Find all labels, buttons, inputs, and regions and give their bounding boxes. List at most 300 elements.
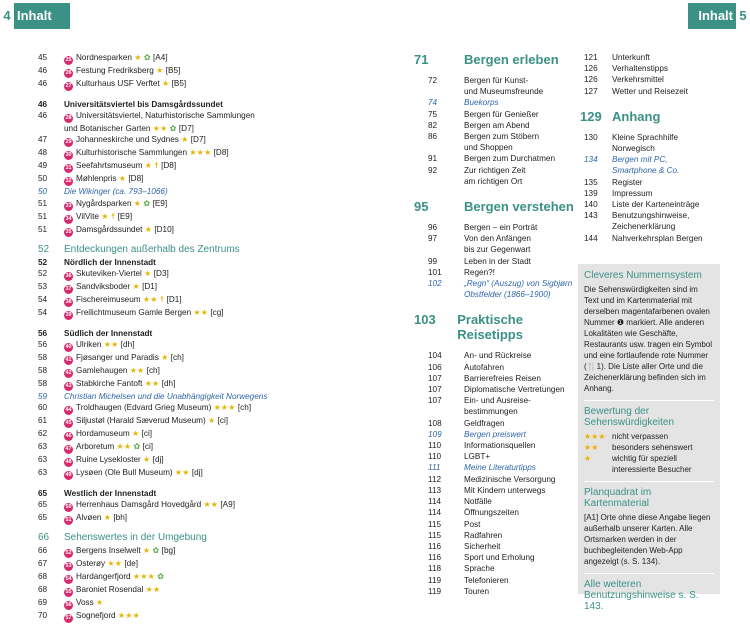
page-number: 104 [428,351,442,361]
toc-entry [414,451,574,462]
toc-entry [580,154,740,165]
sight-number-badge: 44 [65,407,72,414]
info-box [578,264,720,612]
rating-mark: ★ [132,281,143,291]
toc-entry [414,350,574,361]
page-number: 49 [38,161,48,171]
entry-label: Nahverkehrsplan Bergen [612,233,703,243]
page-number: 119 [428,575,442,585]
toc-entry [38,211,338,224]
sight-number-badge: 39 [65,311,72,318]
entry-title [64,488,338,499]
chapter-heading [580,109,740,124]
page-number: 53 [38,281,48,291]
toc-entry [580,199,740,210]
entry-label: Fjøsanger und Paradis [76,353,162,363]
entry-label: Bergen für Genießer [464,109,539,119]
page-number: 66 [38,532,50,544]
sight-number-badge: 38 [65,298,72,305]
entry-label: Sicherheit [464,541,501,551]
sight-number-badge: 33 [65,202,72,209]
page-number: 113 [428,485,442,495]
map-grid-ref: [ch] [170,353,184,363]
entry-label: Bergen zum Stöbern [464,132,540,142]
entry-title [64,294,338,307]
entry-label: Hordamuseum [76,429,132,439]
rating-mark: ✿ [133,442,143,452]
page-number: 66 [38,546,48,556]
sight-number-badge: 37 [65,285,72,292]
sight-number-badge: 25 [65,57,72,63]
toc-entry [580,221,740,232]
grid-title: Planquadrat im Kartenmaterial [584,487,652,509]
entry-label: Gamlehaugen [76,366,130,376]
page-number: 65 [38,500,48,510]
entry-title [64,571,338,584]
toc-entry [414,474,574,485]
entry-label: Herrenhaus Damsgård Hovedgård [76,500,204,510]
toc-entry [38,571,338,584]
rating-mark: ✿ [143,53,154,62]
rating-mark: ★★ [174,468,192,478]
entry-label: Südlich der Innenstadt [64,328,153,338]
entry-title [64,173,338,186]
page-number: 46 [38,79,48,88]
map-grid-ref: [B5] [165,66,181,75]
page-number [580,143,612,154]
sight-number-badge: 27 [65,83,72,89]
page-number: 107 [428,385,442,395]
entry-label: Buekorps [464,98,499,108]
entry-title [64,198,338,211]
rating-mark: ★★★ [117,611,140,621]
entry-title [64,268,338,281]
entry-title [64,558,338,571]
toc-entry [414,222,574,233]
entry-label: Nygårdsparken [76,198,134,208]
entry-label: Nordnesparken [76,53,135,62]
rating-mark: ★ [207,416,218,426]
entry-label: VilVite [76,211,102,221]
page-number: 97 [428,234,438,244]
legend-row [584,453,714,475]
entry-title [64,307,338,320]
entry-label: bis zur Gegenwart [464,245,531,255]
rating-mark: ☨ [159,294,167,304]
map-grid-ref: [D8] [213,148,229,158]
page-number: 121 [584,53,598,62]
page-number: 75 [428,109,438,119]
entry-label: am richtigen Ort [464,176,523,186]
toc-entry [38,352,338,365]
page-number: 106 [428,362,442,372]
toc-entry [38,123,338,134]
entry-label: Hardangerfjord [76,572,133,582]
entry-label: Liste der Karteneinträge [612,200,700,210]
page-number: 134 [584,155,598,165]
rating-mark: ★★ [129,366,147,376]
sight-number-badge: 34 [65,215,72,222]
entry-title [64,110,338,123]
toc-entry [38,499,338,512]
page-number: 54 [38,294,48,304]
toc-entry [414,418,574,429]
entry-label: Entdeckungen außerhalb des Zentrums [64,243,240,255]
toc-entry [414,373,574,384]
page-number: 82 [428,120,438,130]
page-number: 111 [428,463,441,473]
entry-label: Radfahren [464,530,503,540]
page-number: 46 [38,111,48,121]
page-number: 101 [428,267,442,277]
entry-title [64,224,338,237]
entry-title [64,211,338,224]
entry-title [64,531,338,545]
sight-number-badge: 28 [65,115,72,122]
page-number: 114 [428,508,442,518]
rating-mark: ✿ [157,572,165,582]
entry-label: Mit Kindern unterwegs [464,485,546,495]
page-number: 99 [428,256,438,266]
map-grid-ref: [D8] [128,174,144,184]
rating-stars: ★★★ [584,432,606,441]
map-grid-ref: [ch] [146,366,160,376]
rating-mark: ★★★ [189,148,214,158]
sight-number-badge: 36 [65,272,72,279]
map-grid-ref: [ci] [141,429,153,439]
toc-entry [414,507,574,518]
page-number: 118 [428,564,442,574]
entry-title [64,160,338,173]
entry-label: Bergen preiswert [464,429,526,439]
rating-mark: ☨ [110,211,118,221]
entry-label: Sprache [464,564,495,574]
entry-label: Christian Michelsen und die Unabhängigkeit Norwegens [64,392,268,402]
entry-label: Leben in der Stadt [464,256,531,266]
entry-label: Autofahren [464,362,505,372]
page-number: 144 [584,233,598,243]
entry-label: Sehenswertes in der Umgebung [64,532,207,544]
rating-label: nicht verpassen [612,432,669,441]
page-number: 102 [428,279,442,289]
toc-column-middle [414,40,574,597]
toc-entry [38,110,338,123]
entry-label: Nördlich der Innenstadt [64,257,156,267]
rating-mark: ★★ [152,124,170,134]
entry-label: LGBT+ [464,452,491,462]
toc-entry [38,454,338,467]
entry-label: Arboretum [76,442,117,452]
entry-label: Johanneskirche und Sydnes [76,135,182,145]
sight-number-badge: 31 [65,165,72,172]
entry-label: An- und Rückreise [464,351,532,361]
toc-entry [414,552,574,563]
map-grid-ref: [D10] [154,224,174,234]
page-number [414,86,464,97]
entry-label: Touren [464,586,490,596]
page-number: 72 [428,76,438,85]
toc-entry [414,395,574,406]
entry-label: Osterøy [76,559,108,569]
sight-number-badge: 49 [65,472,72,479]
entry-label: Register [612,177,643,187]
entry-label: Baroniet Rosendal [76,585,146,595]
entry-label: Seefahrtsmuseum [76,161,145,171]
page-number: 56 [38,340,48,350]
toc-entry [414,97,574,108]
entry-label: Ein- und Ausreise- [464,396,531,406]
rating-mark: ★★★ [132,572,158,582]
sight-number-badge: 57 [65,615,72,622]
rating-mark: ✿ [152,546,162,556]
toc-entry [38,428,338,441]
page-number: 51 [38,211,48,221]
entry-title [64,499,338,512]
toc-entry [38,268,338,281]
page-number: 46 [38,100,48,109]
toc-entry [580,233,740,244]
rating-legend [584,431,714,475]
page-number: 63 [38,468,48,478]
spacer [38,91,338,99]
toc-entry [414,586,574,597]
page-number: 63 [38,455,48,465]
entry-label: Telefonieren [464,575,509,585]
rating-mark: ✿ [169,124,179,134]
toc-entry [580,143,740,154]
toc-entry [38,488,338,499]
rating-mark: ★★★ [213,403,238,413]
toc-entry [414,362,574,373]
rating-mark: ★ [144,224,155,234]
toc-entry [38,402,338,415]
toc-entry [414,86,574,97]
entry-label: Ruine Lysekloster [76,455,144,465]
rating-mark: ★ [181,135,191,145]
page-number: 59 [38,392,48,402]
map-grid-ref: [dj] [152,455,164,465]
toc-entry [414,541,574,552]
entry-label: und Botanischer Garten [64,124,153,134]
right-header-title: Inhalt [698,8,733,23]
entry-title [64,545,338,558]
toc-entry [580,165,740,176]
page-number: 52 [38,243,50,255]
entry-label: „Regn“ (Auszug) von Sigbjørn [464,279,573,289]
page-number: 69 [38,598,48,608]
entry-title [64,415,338,428]
toc-column-right [580,52,740,244]
toc-entry [38,186,338,197]
rating-mark: ★ [96,598,104,608]
entry-label: Bergen zum Durchatmen [464,154,556,164]
page-number: 108 [428,418,442,428]
toc-entry [580,177,740,188]
entry-title [64,281,338,294]
page-number: 126 [584,75,598,85]
entry-label: Medizinische Versorgung [464,474,556,484]
map-grid-ref: [dj] [191,468,203,478]
toc-entry [414,429,574,440]
toc-entry [38,391,338,402]
toc-entry [580,188,740,199]
sight-number-badge: 47 [65,446,72,453]
sight-number-badge: 55 [65,589,72,596]
entry-label: Bergen mit PC, [612,155,668,165]
rating-mark: ★ [103,513,114,523]
page-number [414,406,464,417]
entry-label: Die Wikinger (ca. 793–1066) [64,187,168,197]
page-number: 60 [38,403,48,413]
toc-entry [414,289,574,300]
left-page-number: 4 [0,3,14,29]
entry-title [64,339,338,352]
page-number: 70 [38,611,48,621]
entry-label: Wetter und Reisezeit [612,86,688,96]
map-grid-ref: [B5] [171,79,187,88]
entry-label: Sport und Erholung [464,553,535,563]
page-number: 65 [38,489,48,499]
sight-number-badge: 41 [65,357,72,364]
chapter-heading [414,199,574,214]
toc-entry [38,294,338,307]
page-number: 112 [428,474,442,484]
entry-label: Diplomatische Vertretungen [464,385,565,395]
entry-label: Impressum [612,188,653,198]
page-number [580,221,612,232]
map-grid-ref: [D8] [161,161,177,171]
page-number: 51 [38,224,48,234]
entry-label: Geldfragen [464,418,505,428]
page-number: 56 [38,328,48,338]
chapter-title: Praktische Reisetipps [457,312,523,343]
entry-label: Benutzungshinweise, [612,211,690,221]
page-number: 115 [428,530,442,540]
sight-number-badge: 40 [65,344,72,351]
entry-title [64,186,338,197]
page-number: 50 [38,174,48,184]
entry-title [64,78,338,91]
toc-entry [38,65,338,78]
entry-label: Siljustøl (Harald Sæverud Museum) [76,416,208,426]
toc-entry [414,153,574,164]
chapter-page: 103 [414,312,436,328]
page-number: 51 [38,198,48,208]
rating-mark: ★ [134,53,144,62]
sight-number-badge: 35 [65,228,72,235]
page-number: 116 [428,553,442,563]
page-number: 110 [428,452,442,462]
header-right [688,3,750,29]
chapter-page: 71 [414,52,429,67]
rating-mark: ★ [142,546,153,556]
toc-entry [414,406,574,417]
sight-number-badge: 46 [65,433,72,440]
entry-label: Skuteviken-Viertel [76,268,145,278]
entry-label: Bergen am Abend [464,120,530,130]
toc-entry [414,120,574,131]
toc-entry [38,584,338,597]
rating-mark: ★ [131,429,142,439]
map-grid-ref: [de] [124,559,139,569]
map-grid-ref: [bg] [161,546,176,556]
page-number: 50 [38,187,48,197]
sight-number-badge: 48 [65,459,72,466]
map-grid-ref: [dh] [120,340,135,350]
toc-entry [38,160,338,173]
map-grid-ref: [E9] [117,211,133,221]
entry-title [64,147,338,160]
entry-label: Fischereimuseum [76,294,143,304]
entry-label: Post [464,519,481,529]
spacer [38,320,338,328]
entry-label: Voss [76,598,97,608]
rating-mark: ★★ [203,500,221,510]
entry-title [64,428,338,441]
sight-number-badge: 30 [65,152,72,159]
entry-title [64,352,338,365]
page-number: 86 [428,132,438,142]
sight-number-badge: 43 [65,383,72,390]
map-grid-ref: [D1] [142,281,158,291]
chapter-heading [414,312,574,342]
rating-mark: ★ [156,66,166,75]
toc-entry [38,597,338,610]
rating-mark: ★ [143,455,153,465]
page-number: 74 [428,98,438,108]
toc-entry [414,519,574,530]
sight-number-badge: 50 [65,504,72,511]
entry-label: Møhlenpris [76,174,119,184]
entry-label: Ulriken [76,340,104,350]
entry-label: Troldhaugen (Edvard Grieg Museum) [76,403,214,413]
page-number: 130 [584,132,598,142]
sight-number-badge: 52 [65,550,72,557]
grid-text: [A1] Orte ohne diese Angabe liegen außerhalb unserer Karten. Alle Ortsmarken werden in der buchbegleitenden Web-App angezeigt (s. S. 134). [584,513,711,566]
toc-entry [38,378,338,391]
spacer [38,480,338,488]
toc-entry [414,131,574,142]
page-number: 107 [428,373,442,383]
entry-label: Verhaltenstipps [612,64,668,74]
map-grid-ref: [D7] [190,135,206,145]
rating-label: besonders sehenswert [612,443,693,452]
sight-number-badge: 26 [65,70,72,76]
entry-label: Westlich der Innenstadt [64,489,157,499]
entry-label: Bergens Inselwelt [76,546,143,556]
toc-entry [38,467,338,480]
toc-entry [38,307,338,320]
toc-entry [580,74,740,85]
entry-label: Barrierefreies Reisen [464,373,541,383]
toc-entry [38,365,338,378]
page-number: 61 [38,416,48,426]
section-heading [38,243,338,257]
map-grid-ref: [ch] [237,403,252,413]
map-grid-ref: [D1] [166,294,182,304]
toc-entry [580,132,740,143]
page-number: 127 [584,86,598,96]
entry-label: Damsgårdssundet [76,224,145,234]
rating-mark: ★★ [193,307,211,317]
page-number: 52 [38,268,48,278]
toc-entry [38,224,338,237]
page-number: 135 [584,177,598,187]
map-grid-ref: [D7] [178,124,194,134]
map-grid-ref: [cg] [210,307,224,317]
rating-mark: ★★ [142,294,160,304]
sight-number-badge: 51 [65,517,72,524]
